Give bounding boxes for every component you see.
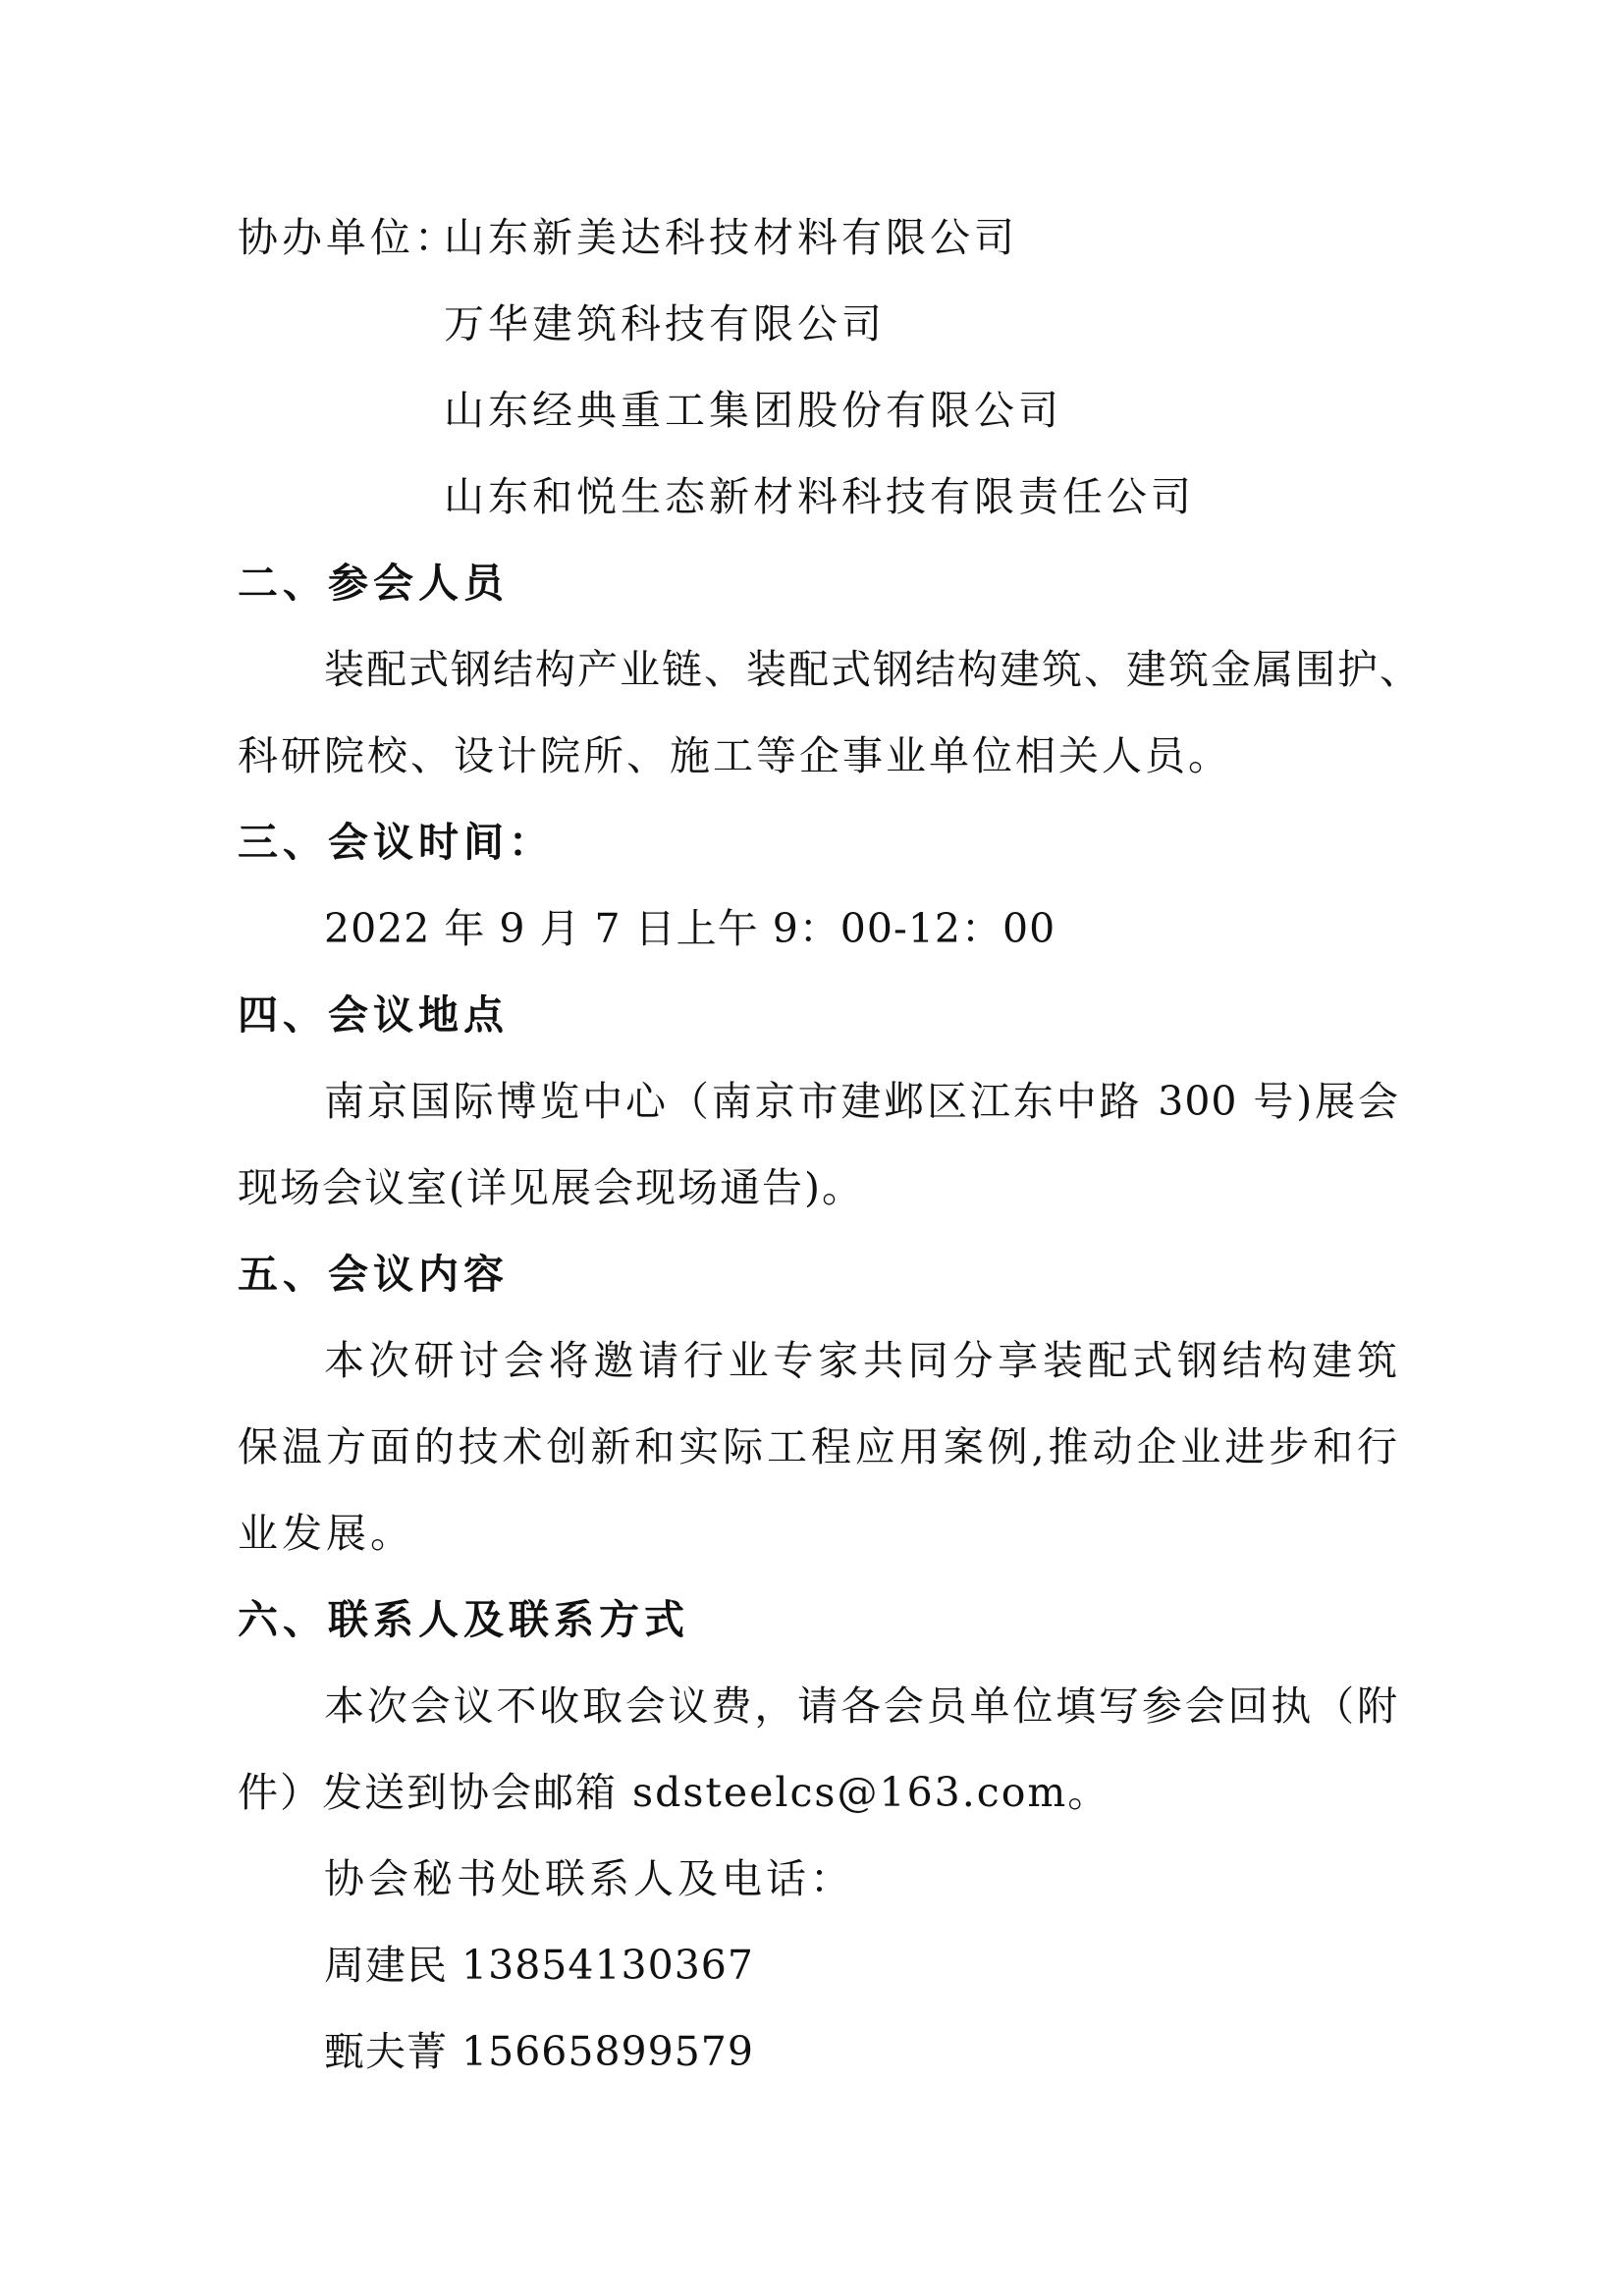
- paragraph-line: 本次会议不收取会议费，请各会员单位填写参会回执（附: [324, 1682, 1399, 1730]
- co-organizer-company: 山东新美达科技材料有限公司: [444, 214, 1018, 261]
- paragraph-line: 现场会议室(详见展会现场通告)。: [238, 1164, 864, 1211]
- paragraph-line: 保温方面的技术创新和实际工程应用案例,推动企业进步和行: [238, 1423, 1399, 1470]
- contact-person: 周建民 13854130367: [324, 1942, 754, 1989]
- paragraph-line: 科研院校、设计院所、施工等企事业单位相关人员。: [238, 732, 1231, 779]
- contact-person: 甄夫菁 15665899579: [324, 2028, 754, 2075]
- paragraph-line: 业发展。: [238, 1510, 414, 1557]
- section-heading-content: 五、会议内容: [238, 1251, 509, 1298]
- co-organizer-company: 山东和悦生态新材料科技有限责任公司: [444, 473, 1195, 520]
- section-heading-time: 三、会议时间：: [238, 819, 554, 866]
- co-organizer-company: 万华建筑科技有限公司: [444, 300, 886, 347]
- section-heading-contact: 六、联系人及联系方式: [238, 1596, 689, 1643]
- section-heading-venue: 四、会议地点: [238, 991, 509, 1039]
- paragraph-line: 本次研讨会将邀请行业专家共同分享装配式钢结构建筑: [324, 1337, 1399, 1384]
- paragraph-line: 南京国际博览中心（南京市建邺区江东中路 300 号)展会: [324, 1078, 1399, 1125]
- meeting-time: 2022 年 9 月 7 日上午 9：00-12：00: [324, 905, 1056, 952]
- section-heading-attendees: 二、参会人员: [238, 560, 509, 607]
- paragraph-line: 装配式钢结构产业链、装配式钢结构建筑、建筑金属围护、: [324, 646, 1422, 693]
- co-organizers-label: 协办单位：: [238, 214, 459, 261]
- contact-label: 协会秘书处联系人及电话：: [324, 1855, 854, 1902]
- paragraph-line-email: 件）发送到协会邮箱 sdsteelcs@163.com。: [238, 1769, 1110, 1816]
- co-organizer-company: 山东经典重工集团股份有限公司: [444, 387, 1062, 434]
